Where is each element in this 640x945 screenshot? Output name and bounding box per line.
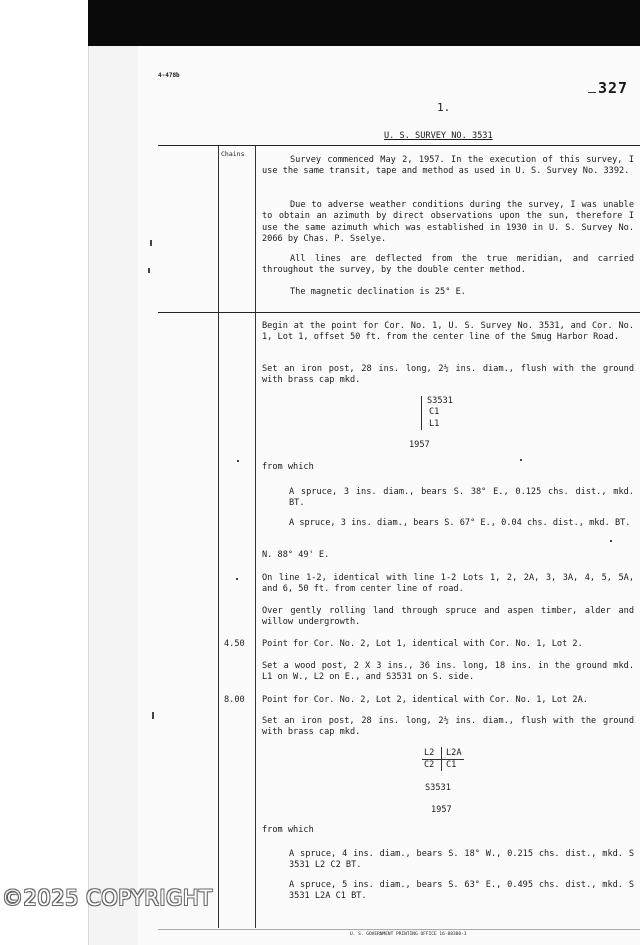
bearing-tree-entry: A spruce, 5 ins. diam., bears S. 63° E., 0.495 chs. dist., mkd. S 3531 L2A C1 BT. xyxy=(289,880,634,902)
cap-corner-label: C1 xyxy=(429,407,440,418)
line-description: On line 1-2, identical with line 1-2 Lots 1, 2, 2A, 3, 3A, 4, 5, 5A, and 6, 50 ft. from center line of road. xyxy=(262,573,634,595)
begin-paragraph: Begin at the point for Cor. No. 1, U. S. Survey No. 3531, and Cor. No. 1, Lot 1, offset 50 ft. from the center line of the Smug Harbor Road. xyxy=(262,321,634,343)
chains-column-line xyxy=(255,146,256,928)
bearing-tree-entry: A spruce, 4 ins. diam., bears S. 18° W., 0.215 chs. dist., mkd. S 3531 L2 C2 BT. xyxy=(289,849,634,871)
sheet-number: 1. xyxy=(437,101,451,114)
deflection-note: All lines are deflected from the true meridian, and carried throughout the survey, by the double center method. xyxy=(262,254,634,276)
bearing-tree-entry: A spruce, 3 ins. diam., bears S. 38° E., 0.125 chs. dist., mkd. BT. xyxy=(289,487,634,509)
page-corner-mark xyxy=(588,92,596,97)
scan-top-band xyxy=(88,0,640,46)
scan-speck xyxy=(150,240,152,246)
chain-value: 8.00 xyxy=(224,695,245,705)
scan-speck xyxy=(610,540,612,542)
section-rule xyxy=(158,312,640,313)
from-which-label: from which xyxy=(262,825,314,835)
copyright-watermark: ©2025 COPYRIGHT xyxy=(2,886,213,910)
bearing-tree-entry: A spruce, 3 ins. diam., bears S. 67° E., 0.04 chs. dist., mkd. BT. xyxy=(289,518,631,528)
form-number: 4-478b xyxy=(158,72,180,79)
cap-cell: C1 xyxy=(446,760,457,770)
corner-point-entry: Point for Cor. No. 2, Lot 2, identical with Cor. No. 1, Lot 2A. xyxy=(262,695,588,705)
scan-speck xyxy=(236,578,238,580)
scan-speck xyxy=(520,459,522,461)
page-number: 327 xyxy=(598,79,629,97)
margin-blank xyxy=(0,0,88,945)
cap-cell: L2A xyxy=(446,748,462,758)
chain-value: 4.50 xyxy=(224,639,245,649)
iron-post-paragraph: Set an iron post, 28 ins. long, 2½ ins. diam., flush with the ground with brass cap mkd. xyxy=(262,364,634,386)
scan-speck xyxy=(237,460,239,462)
chains-column-header: Chains xyxy=(221,150,245,158)
brass-cap-marking xyxy=(427,396,453,430)
printer-line: U. S. GOVERNMENT PRINTING OFFICE 16-88380-1 xyxy=(350,932,467,937)
cap-cell: L2 xyxy=(424,748,435,758)
cap-cell: C2 xyxy=(424,760,435,770)
from-which-label: from which xyxy=(262,462,314,472)
scan-speck xyxy=(152,712,154,719)
line-bearing: N. 88° 49' E. xyxy=(262,550,330,560)
declination-note: The magnetic declination is 25° E. xyxy=(290,287,466,297)
azimuth-note: Due to adverse weather conditions during the survey, I was unable to obtain an azimuth by direct observations upon the sun, therefore I use the same azimuth which was established in 1930 in U. S. Survey No. 2066 by Chas. P. Sselye. xyxy=(262,200,634,244)
terrain-description: Over gently rolling land through spruce and aspen timber, alder and willow undergrowth. xyxy=(262,606,634,628)
corner-point-entry: Point for Cor. No. 2, Lot 1, identical with Cor. No. 1, Lot 2. xyxy=(262,639,583,649)
iron-post-paragraph: Set an iron post, 28 ins. long, 2½ ins. diam., flush with the ground with brass cap mkd. xyxy=(262,716,634,738)
cap-year: 1957 xyxy=(409,440,430,450)
cap-year: 1957 xyxy=(431,805,452,815)
left-column-line xyxy=(218,146,219,928)
cap-survey-label: S3531 xyxy=(425,783,451,793)
scan-speck xyxy=(148,268,150,273)
cap-survey-label: S3531 xyxy=(427,396,453,406)
wood-post-entry: Set a wood post, 2 X 3 ins., 36 ins. long, 18 ins. in the ground mkd. L1 on W., L2 on E., and S3531 on S. side. xyxy=(262,661,634,683)
cap-lot-label: L1 xyxy=(429,418,440,429)
footer-rule xyxy=(158,929,640,930)
header-rule xyxy=(158,145,640,146)
cap-divider xyxy=(421,396,422,430)
scan-left-edge xyxy=(88,46,139,945)
survey-note: Survey commenced May 2, 1957. In the execution of this survey, I use the same transit, tape and method as used in U. S. Survey No. 3392. xyxy=(262,155,634,177)
cap-grid-hline xyxy=(422,759,464,760)
survey-title: U. S. SURVEY NO. 3531 xyxy=(384,131,493,141)
